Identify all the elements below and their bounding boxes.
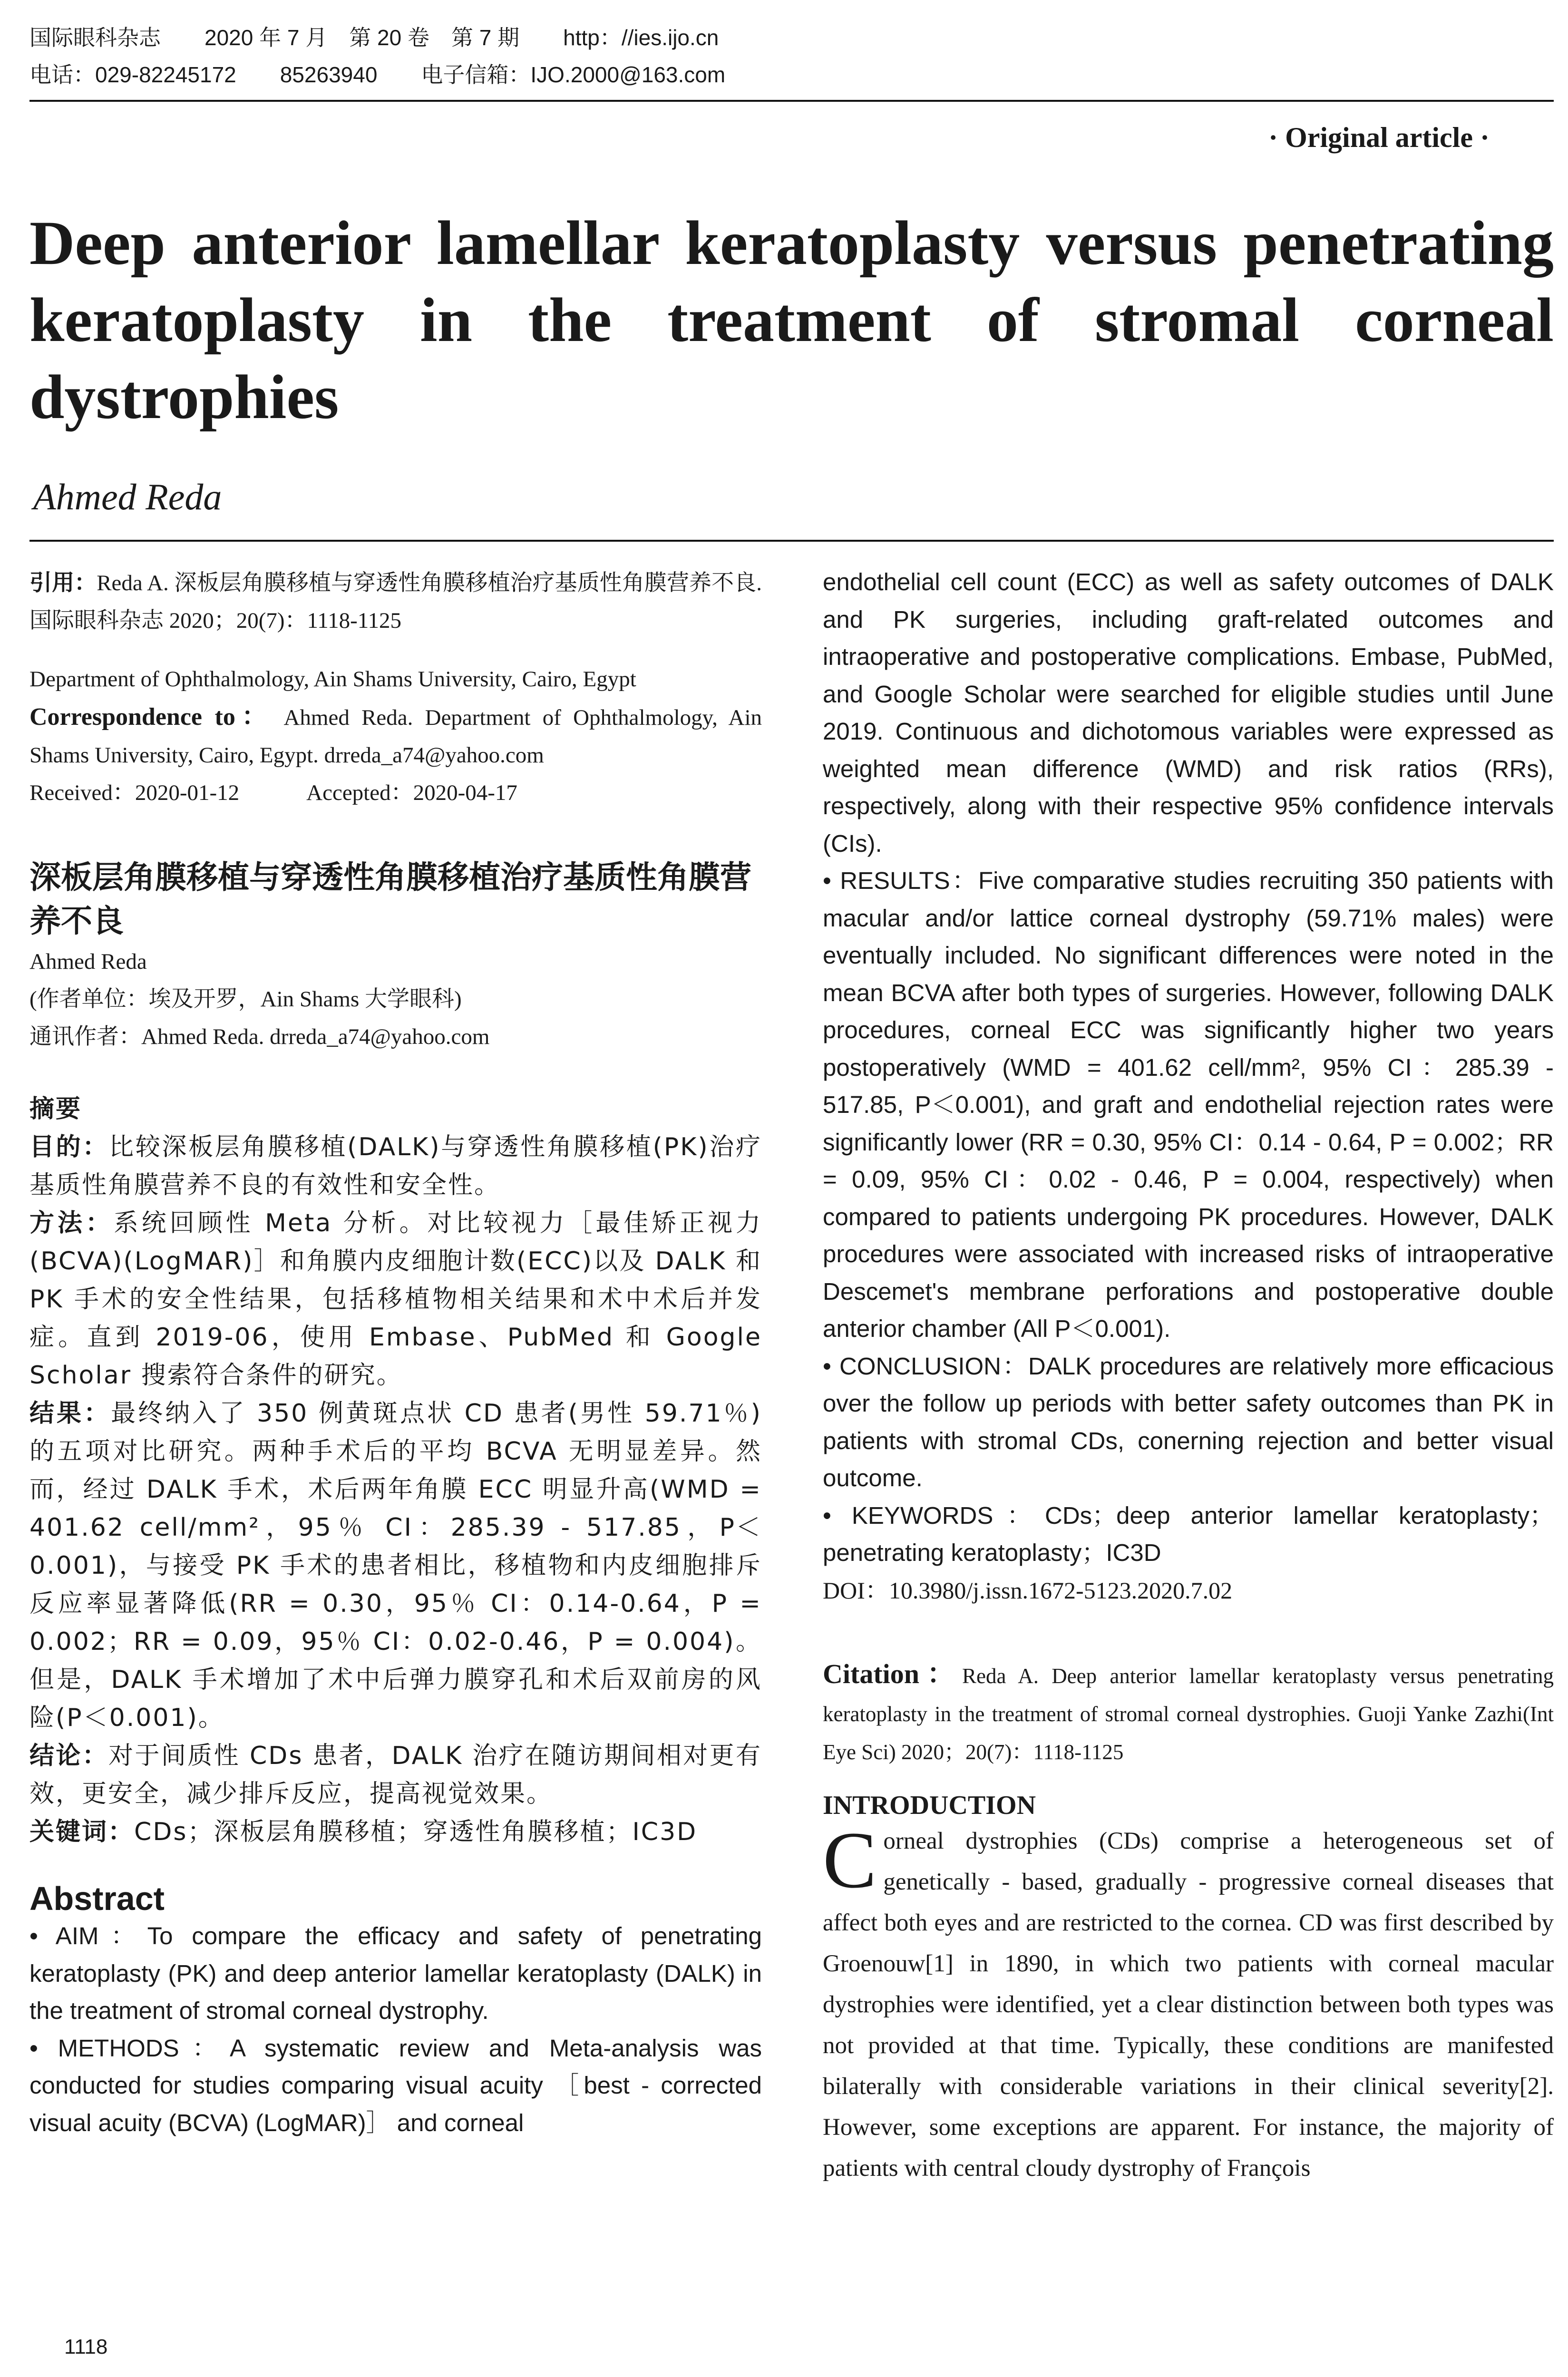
abstract-conclusion: • CONCLUSION：DALK procedures are relatively more efficacious over the follow up periods with better safety outcomes than PK in patients with stromal CDs, conerning rejection and better visual outcome. (823, 1352, 1554, 1491)
drop-cap: C (823, 1815, 877, 1905)
journal-header (29, 19, 1551, 93)
citation-label: Citation： (823, 1658, 962, 1689)
left-column (29, 564, 762, 2142)
article-type: · Original article · (1268, 122, 1490, 153)
cn-citation (29, 564, 762, 640)
abstract-methods-cont: endothelial cell count (ECC) as well as safety outcomes of DALK and PK surgeries, including graft-related outcomes and intraoperative and postoperative complications. Embase, PubMed, and Google Scholar were searched for eligible studies until June 2019. Continuous and dichotomous variables were expressed as weighted mean difference (WMD) and risk ratios (RRs), respectively, along with their respective 95% confidence intervals (CIs). (823, 568, 1554, 857)
cn-results (29, 1394, 762, 1737)
page-number: 1118 (64, 2335, 108, 2358)
introduction-body (823, 1815, 1554, 2189)
author-name: Ahmed Reda (33, 476, 222, 517)
department: Department of Ophthalmology, Ain Shams University, Cairo, Egypt (29, 667, 636, 692)
header-line-2: 电话：029-82245172 85263940 电子信箱：IJO.2000@163.com (29, 62, 726, 87)
cn-author: Ahmed Reda (29, 949, 147, 974)
header-rule (29, 100, 1554, 102)
correspondence-label: Correspondence to： (29, 703, 273, 731)
cn-citation-text: Reda A. 深板层角膜移植与穿透性角膜移植治疗基质性角膜营养不良. 国际眼科杂志 2020；20(7)：1118-1125 (29, 571, 762, 633)
cn-citation-label: 引用： (29, 570, 97, 595)
received-accepted: Received：2020-01-12 Accepted：2020-04-17 (29, 780, 517, 805)
citation (823, 1655, 1554, 1771)
introduction-text: orneal dystrophies (CDs) comprise a heterogeneous set of genetically - based, gradually - progressive corneal diseases that affect both eyes and are restricted to the cornea. CD was first described by Groenouw[1] in 1890, in which two patients with corneal macular dystrophies were identified, yet a clear distinction between both types was not provided at that time. Typically, these conditions are manifested bilaterally with considerable variations in their clinical severity[2]. However, some exceptions are apparent. For instance, the majority of patients with central cloudy dystrophy of François (823, 1827, 1554, 2182)
section-rule (29, 540, 1554, 542)
cn-aim-label: 目的： (29, 1133, 109, 1161)
cn-keywords (29, 1813, 762, 1851)
cn-affiliation: (作者单位：埃及开罗，Ain Shams 大学眼科) (29, 987, 462, 1012)
correspondence-text: Ahmed Reda. Department of Ophthalmology, Ain Shams University, Cairo, Egypt. drreda_a74@yahoo.com (29, 705, 762, 768)
cn-conclusion-label: 结论： (29, 1742, 109, 1770)
right-column (823, 564, 1554, 2189)
title-line-3: dystrophies (29, 362, 339, 432)
abstract-aim: • AIM：To compare the efficacy and safety of penetrating keratoplasty (PK) and deep anterior lamellar keratoplasty (DALK) in the treatment of stromal corneal dystrophy. (29, 1922, 762, 2024)
cn-conclusion-text: 对于间质性 CDs 患者，DALK 治疗在随访期间相对更有效，更安全，减少排斥反应，提高视觉效果。 (29, 1742, 762, 1808)
cn-aim-text: 比较深板层角膜移植(DALK)与穿透性角膜移植(PK)治疗基质性角膜营养不良的有效性和安全性。 (29, 1133, 762, 1199)
cn-correspondence: 通讯作者：Ahmed Reda. drreda_a74@yahoo.com (29, 1024, 490, 1049)
cn-results-label: 结果： (29, 1399, 111, 1428)
article-title (29, 205, 1554, 436)
title-line-2: keratoplasty in the treatment of stromal corneal (29, 285, 1554, 355)
title-line-1: Deep anterior lamellar keratoplasty versus penetrating (29, 208, 1554, 278)
cn-title: 深板层角膜移植与穿透性角膜移植治疗基质性角膜营养不良 (29, 859, 751, 939)
abstract-keywords: • KEYWORDS：CDs；deep anterior lamellar keratoplasty；penetrating keratoplasty；IC3D (823, 1501, 1554, 1566)
introduction-heading: INTRODUCTION (823, 1790, 1036, 1820)
cn-aim (29, 1128, 762, 1204)
cn-abstract-head: 摘要 (29, 1095, 82, 1123)
cn-keywords-text: CDs；深板层角膜移植；穿透性角膜移植；IC3D (134, 1818, 698, 1846)
cn-keywords-label: 关键词： (29, 1818, 135, 1846)
abstract-results: • RESULTS：Five comparative studies recruiting 350 patients with macular and/or lattice corneal dystrophy (59.71% males) were eventually included. No significant differences were noted in the mean BCVA after both types of surgeries. However, following DALK procedures, corneal ECC was significantly higher two years postoperatively (WMD = 401.62 cell/mm², 95% CI：285.39 - 517.85, P＜0.001), and graft and endothelial rejection rates were significantly lower (RR = 0.30, 95% CI：0.14 - 0.64, P = 0.002；RR = 0.09, 95% CI：0.02 - 0.46, P = 0.004, respectively) when compared to patients undergoing PK procedures. However, DALK procedures were associated with increased risks of intraoperative Descemet's membrane perforations and postoperative double anterior chamber (All P＜0.001). (823, 867, 1554, 1342)
header-line-1: 国际眼科杂志 2020 年 7 月 第 20 卷 第 7 期 http：//ies.ijo.cn (29, 25, 719, 50)
cn-conclusion (29, 1737, 762, 1813)
correspondence (29, 698, 762, 774)
doi: DOI：10.3980/j.issn.1672-5123.2020.7.02 (823, 1577, 1233, 1604)
cn-results-text: 最终纳入了 350 例黄斑点状 CD 患者(男性 59.71％)的五项对比研究。两种手术后的平均 BCVA 无明显差异。然而，经过 DALK 手术，术后两年角膜 ECC 明显升高(WMD = 401.62 cell/mm²，95％ CI：285.39 - 517.85，P＜0.001)，与接受 PK 手术的患者相比，移植物和内皮细胞排斥反应率显著降低(RR = 0.30，95％ CI：0.14-0.64，P = 0.002；RR = 0.09，95％ CI：0.02-0.46，P = 0.004)。但是，DALK 手术增加了术中后弹力膜穿孔和术后双前房的风险(P＜0.001)。 (29, 1399, 762, 1732)
cn-methods-label: 方法： (29, 1209, 114, 1237)
cn-methods-text: 系统回顾性 Meta 分析。对比较视力［最佳矫正视力(BCVA)(LogMAR)］和角膜内皮细胞计数(ECC)以及 DALK 和 PK 手术的安全性结果，包括移植物相关结果和术中术后并发症。直到 2019-06，使用 Embase、PubMed 和 Google Scholar 搜索符合条件的研究。 (29, 1209, 762, 1390)
citation-text: Reda A. Deep anterior lamellar keratoplasty versus penetrating keratoplasty in the treatment of stromal corneal dystrophies. Guoji Yanke Zazhi(Int Eye Sci) 2020；20(7)：1118-1125 (823, 1664, 1554, 1764)
cn-methods (29, 1204, 762, 1394)
abstract-heading: Abstract (29, 1880, 165, 1917)
abstract-methods-start: • METHODS：A systematic review and Meta-analysis was conducted for studies comparing visual acuity ［best - corrected visual acuity (BCVA) (LogMAR)］ and corneal (29, 2034, 762, 2136)
